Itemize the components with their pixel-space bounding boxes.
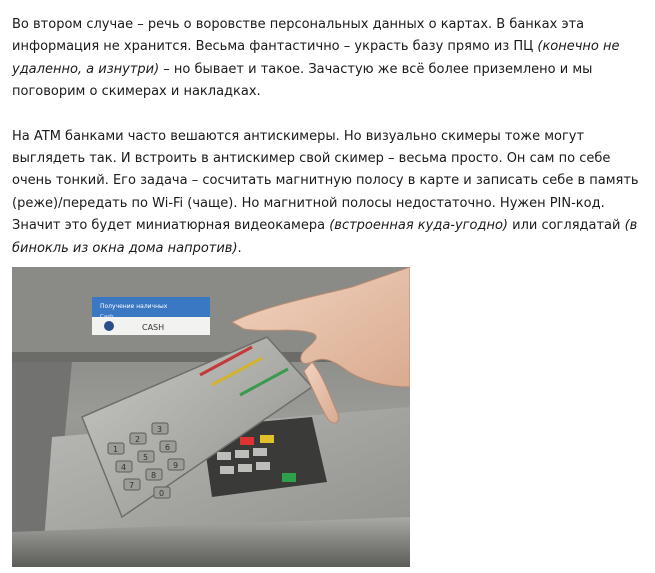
paragraph-1-text-b: – но бывает и такое. Зачастую же всё более приземлено и мы поговорим о скимерах и накладках. bbox=[12, 61, 593, 100]
real-key-e bbox=[238, 464, 252, 472]
overlay-key-4-label: 4 bbox=[121, 463, 127, 472]
overlay-key-8-label: 8 bbox=[151, 471, 157, 480]
paragraph-1-text-a: Во втором случае – речь о воровстве персональных данных о картах. В банках эта информация не хранится. Весьма фантастично – украсть базу прямо из ПЦ bbox=[12, 17, 585, 55]
paragraph-2-italic-b: (в бинокль из окна дома напротив) bbox=[12, 218, 638, 256]
overlay-key-1-label: 1 bbox=[113, 445, 119, 454]
overlay-key-5-label: 5 bbox=[143, 453, 149, 462]
atm-skimmer-photo bbox=[12, 267, 410, 567]
overlay-key-0-label: 0 bbox=[159, 489, 165, 498]
real-key-a bbox=[217, 452, 231, 460]
cash-icon bbox=[104, 321, 114, 331]
real-key-f bbox=[256, 462, 270, 470]
overlay-key-3-label: 3 bbox=[157, 425, 163, 434]
paragraph-2-text-a: На ATM банками часто вешаются антискимеры. Но визуально скимеры тоже могут выглядеть так. И встроить в антискимер свой скимер – весьма просто. Он сам по себе очень тонкий. Его задача – сосчитать магнитную полосу в карте и записать себе в память (реже)/передать по Wi-Fi (чаще). Но магнитной полосы недостаточно. Нужен PIN-код. Значит это будет миниатюрная видеокамера bbox=[12, 128, 639, 234]
paragraph-2-italic-a: (встроенная куда-угодно) bbox=[329, 218, 508, 234]
paragraph-2-text-b: или соглядатай bbox=[507, 218, 625, 234]
paragraph-2-text-c: . bbox=[237, 240, 242, 256]
real-key-d bbox=[220, 466, 234, 474]
overlay-key-7-label: 7 bbox=[129, 481, 135, 490]
atm-photo-illustration bbox=[12, 267, 410, 567]
cash-label: CASH bbox=[142, 323, 165, 332]
paragraph-2 bbox=[12, 126, 642, 260]
overlay-key-6-label: 6 bbox=[165, 443, 171, 452]
paragraph-1 bbox=[12, 14, 642, 104]
clear-key bbox=[260, 435, 274, 443]
overlay-key-9-label: 9 bbox=[173, 461, 179, 470]
enter-key bbox=[282, 473, 296, 482]
real-key-c bbox=[253, 448, 267, 456]
paragraph-1-italic-a: (конечно не удаленно, а изнутри) bbox=[12, 39, 620, 77]
cancel-key bbox=[240, 437, 254, 445]
real-key-b bbox=[235, 450, 249, 458]
screen-label-top: Получение наличных bbox=[100, 303, 168, 310]
overlay-key-2-label: 2 bbox=[135, 435, 141, 444]
